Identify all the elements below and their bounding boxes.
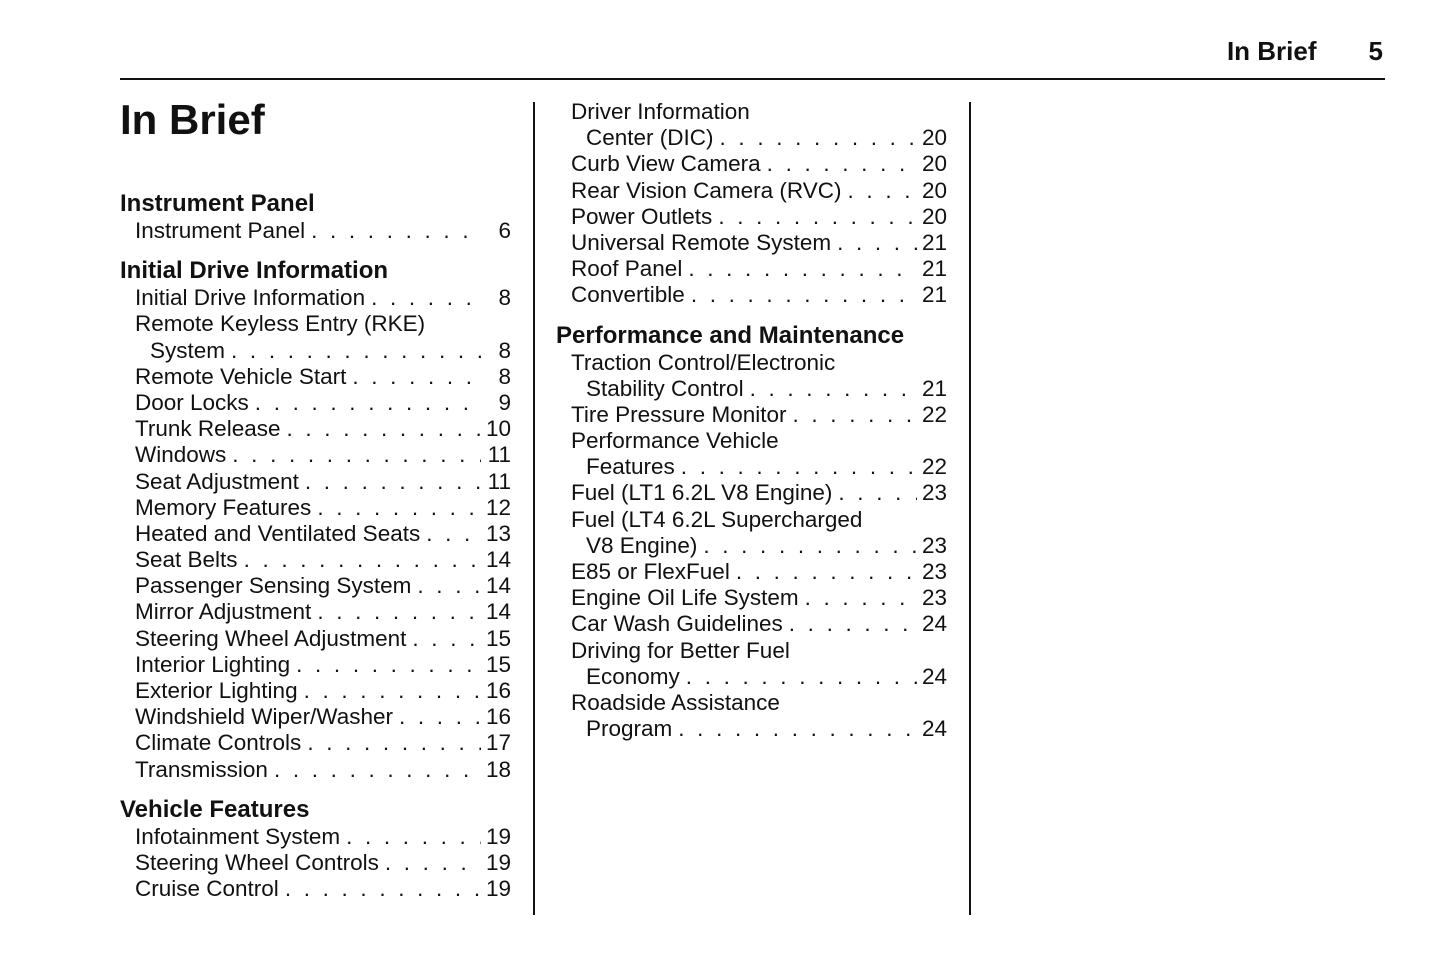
toc-entry[interactable]	[135, 824, 511, 850]
entry-label: Passenger Sensing System	[135, 573, 412, 599]
entry-label: Convertible	[571, 282, 685, 308]
dot-leader	[232, 442, 481, 468]
dot-leader	[307, 730, 481, 756]
toc-entry[interactable]	[135, 521, 511, 547]
entry-page: 14	[485, 573, 511, 599]
toc-entry[interactable]	[135, 285, 511, 311]
dot-leader	[317, 599, 481, 625]
entry-label: Heated and Ventilated Seats	[135, 520, 421, 546]
dot-leader	[686, 664, 917, 690]
entry-label: Universal Remote System	[571, 229, 832, 255]
entry-label: Car Wash Guidelines	[571, 611, 783, 637]
toc-section-vehicle-features-cont	[556, 99, 947, 309]
entry-label: Instrument Panel	[135, 218, 306, 243]
toc-entry[interactable]	[571, 204, 947, 230]
dot-leader	[317, 495, 481, 521]
entry-label: Fuel (LT1 6.2L V8 Engine)	[571, 480, 833, 506]
dot-leader	[703, 533, 917, 559]
entry-label-line1: Driving for Better Fuel	[571, 637, 790, 663]
toc-entry[interactable]	[135, 876, 511, 902]
entry-label: Curb View Camera	[571, 151, 761, 177]
dot-leader	[426, 521, 481, 547]
entry-page: 22	[921, 401, 947, 427]
toc-section-vehicle-features	[120, 796, 511, 903]
entry-label-line1: Traction Control/Electronic	[571, 349, 836, 375]
toc-entry[interactable]	[571, 282, 947, 308]
entry-label: Steering Wheel Adjustment	[135, 625, 407, 651]
entry-label: Windows	[135, 442, 227, 468]
entry-page: 24	[921, 663, 947, 689]
toc-entry[interactable]	[571, 99, 947, 151]
entry-page: 23	[921, 585, 947, 611]
entry-label: E85 or FlexFuel	[571, 559, 730, 584]
entry-page: 23	[921, 532, 947, 558]
entry-page: 18	[485, 756, 511, 782]
toc-entry[interactable]	[135, 495, 511, 521]
entry-label: Seat Belts	[135, 547, 238, 573]
entry-label: Rear Vision Camera (RVC)	[571, 177, 842, 203]
toc-entry[interactable]	[135, 547, 511, 573]
dot-leader	[274, 757, 481, 783]
toc-entry[interactable]	[135, 704, 511, 730]
entry-page: 15	[485, 625, 511, 651]
entry-page: 23	[921, 480, 947, 506]
toc-entry[interactable]	[135, 599, 511, 625]
dot-leader	[720, 125, 917, 151]
entry-label: Remote Vehicle Start	[135, 363, 347, 389]
entry-page: 17	[485, 730, 511, 756]
entry-label: Mirror Adjustment	[135, 599, 312, 625]
column-divider-2	[969, 102, 971, 915]
toc-entry[interactable]	[571, 507, 947, 559]
entry-page: 21	[921, 282, 947, 308]
dot-leader	[848, 178, 917, 204]
dot-leader	[837, 230, 917, 256]
dot-leader	[346, 824, 481, 850]
dot-leader	[767, 151, 917, 177]
toc-entry[interactable]	[135, 730, 511, 756]
dot-leader	[805, 585, 917, 611]
toc-entry[interactable]	[135, 364, 511, 390]
entry-label-line1: Driver Information	[571, 99, 750, 124]
entry-label: Power Outlets	[571, 203, 713, 229]
entry-page: 24	[921, 716, 947, 742]
toc-entry[interactable]	[135, 573, 511, 599]
entry-label: Initial Drive Information	[135, 285, 366, 311]
toc-entry[interactable]	[571, 428, 947, 480]
entry-page: 16	[485, 678, 511, 703]
entry-page: 19	[485, 876, 511, 902]
toc-entry[interactable]	[571, 402, 947, 428]
dot-leader	[305, 469, 481, 495]
column-divider-1	[533, 102, 535, 915]
toc-entry[interactable]	[571, 350, 947, 402]
dot-leader	[678, 716, 917, 742]
toc-entry[interactable]	[571, 690, 947, 742]
entry-page: 20	[921, 125, 947, 151]
dot-leader	[371, 285, 481, 311]
toc-entry[interactable]	[135, 469, 511, 495]
toc-entry[interactable]	[571, 256, 947, 282]
page-title: In Brief	[120, 96, 265, 143]
section-heading: Performance and Maintenance	[556, 321, 905, 349]
entry-label: V8 Engine)	[586, 532, 698, 558]
dot-leader	[792, 402, 916, 428]
header-rule	[120, 78, 1385, 80]
entry-label: Program	[586, 716, 673, 742]
toc-entry[interactable]	[135, 416, 511, 442]
entry-page: 23	[921, 559, 947, 584]
entry-page: 20	[921, 177, 947, 203]
toc-entry[interactable]	[135, 442, 511, 468]
entry-page: 8	[498, 285, 511, 311]
section-heading: Initial Drive Information	[120, 257, 389, 285]
entry-label-line1: Fuel (LT4 6.2L Supercharged	[571, 506, 863, 532]
entry-page: 24	[921, 611, 947, 637]
section-heading: Instrument Panel	[120, 190, 315, 217]
entry-label-line1: Remote Keyless Entry (RKE)	[135, 311, 426, 337]
running-header	[1227, 36, 1383, 70]
entry-label: Memory Features	[135, 494, 312, 520]
entry-label: Interior Lighting	[135, 651, 291, 677]
toc-section-instrument-panel	[120, 190, 511, 244]
entry-label: Infotainment System	[135, 823, 341, 849]
dot-leader	[399, 704, 481, 730]
entry-page: 12	[485, 494, 511, 520]
entry-label: Engine Oil Life System	[571, 585, 799, 611]
entry-page: 14	[485, 547, 511, 573]
toc-entry[interactable]	[135, 311, 511, 363]
entry-label: Windshield Wiper/Washer	[135, 704, 393, 730]
entry-page: 15	[485, 651, 511, 677]
toc-section-initial-drive	[120, 257, 511, 783]
entry-label: Trunk Release	[135, 416, 281, 442]
entry-page: 21	[921, 229, 947, 255]
entry-page: 21	[921, 256, 947, 282]
entry-page: 19	[485, 823, 511, 849]
entry-label: Tire Pressure Monitor	[571, 401, 787, 427]
dot-leader	[681, 454, 917, 480]
section-heading: Vehicle Features	[120, 795, 310, 823]
entry-label: Exterior Lighting	[135, 678, 298, 703]
dot-leader	[736, 559, 917, 585]
dot-leader	[417, 573, 481, 599]
entry-label: Features	[586, 454, 675, 480]
dot-leader	[412, 626, 481, 652]
entry-label-line1: Performance Vehicle	[571, 428, 779, 454]
toc-section-performance-maintenance	[556, 322, 947, 743]
toc-entry[interactable]	[571, 559, 947, 585]
entry-page: 10	[485, 416, 511, 442]
entry-page: 11	[487, 468, 511, 494]
dot-leader	[718, 204, 917, 230]
entry-page: 8	[498, 363, 511, 389]
entry-page: 9	[498, 389, 511, 415]
toc-entry[interactable]	[571, 638, 947, 690]
entry-page: 22	[921, 454, 947, 480]
entry-page: 20	[921, 151, 947, 177]
dot-leader	[286, 416, 480, 442]
entry-label: Climate Controls	[135, 730, 302, 756]
toc-entry[interactable]	[135, 218, 511, 244]
entry-label: Transmission	[135, 756, 268, 782]
dot-leader	[750, 376, 917, 402]
entry-page: 11	[487, 442, 511, 468]
dot-leader	[688, 256, 917, 282]
entry-label: Door Locks	[135, 389, 249, 415]
dot-leader	[311, 218, 481, 244]
toc-entry[interactable]	[571, 230, 947, 256]
toc-entry[interactable]	[571, 178, 947, 204]
entry-label: Steering Wheel Controls	[135, 849, 379, 875]
dot-leader	[352, 364, 481, 390]
dot-leader	[838, 480, 917, 506]
entry-page: 6	[498, 218, 511, 243]
entry-page: 19	[485, 849, 511, 875]
page-number: 5	[1368, 36, 1383, 66]
entry-page: 16	[485, 704, 511, 730]
dot-leader	[255, 390, 481, 416]
entry-label: Cruise Control	[135, 876, 279, 902]
entry-label: Seat Adjustment	[135, 468, 299, 494]
entry-page: 21	[921, 375, 947, 401]
toc-entry[interactable]	[135, 678, 511, 704]
toc-entry[interactable]	[135, 850, 511, 876]
toc-entry[interactable]	[571, 151, 947, 177]
dot-leader	[385, 850, 481, 876]
dot-leader	[244, 547, 481, 573]
entry-label: Roof Panel	[571, 256, 683, 282]
dot-leader	[304, 678, 481, 704]
toc-entry[interactable]	[135, 390, 511, 416]
entry-label: Economy	[586, 663, 680, 689]
toc-entry[interactable]	[571, 585, 947, 611]
toc-entry[interactable]	[571, 611, 947, 637]
running-title: In Brief	[1226, 36, 1317, 66]
entry-page: 20	[921, 203, 947, 229]
toc-column-2	[556, 99, 947, 755]
entry-page: 8	[498, 337, 511, 363]
entry-label: Stability Control	[586, 375, 744, 401]
dot-leader	[231, 338, 481, 364]
dot-leader	[285, 876, 481, 902]
toc-entry[interactable]	[571, 480, 947, 506]
toc-entry[interactable]	[135, 652, 511, 678]
entry-page: 13	[485, 520, 511, 546]
toc-entry[interactable]	[135, 626, 511, 652]
toc-entry[interactable]	[135, 757, 511, 783]
dot-leader	[691, 282, 917, 308]
entry-label: Center (DIC)	[586, 125, 714, 151]
dot-leader	[789, 611, 917, 637]
dot-leader	[296, 652, 481, 678]
entry-page: 14	[485, 599, 511, 625]
toc-column-1	[120, 190, 511, 915]
entry-label-line1: Roadside Assistance	[571, 689, 780, 715]
entry-label: System	[150, 337, 226, 363]
